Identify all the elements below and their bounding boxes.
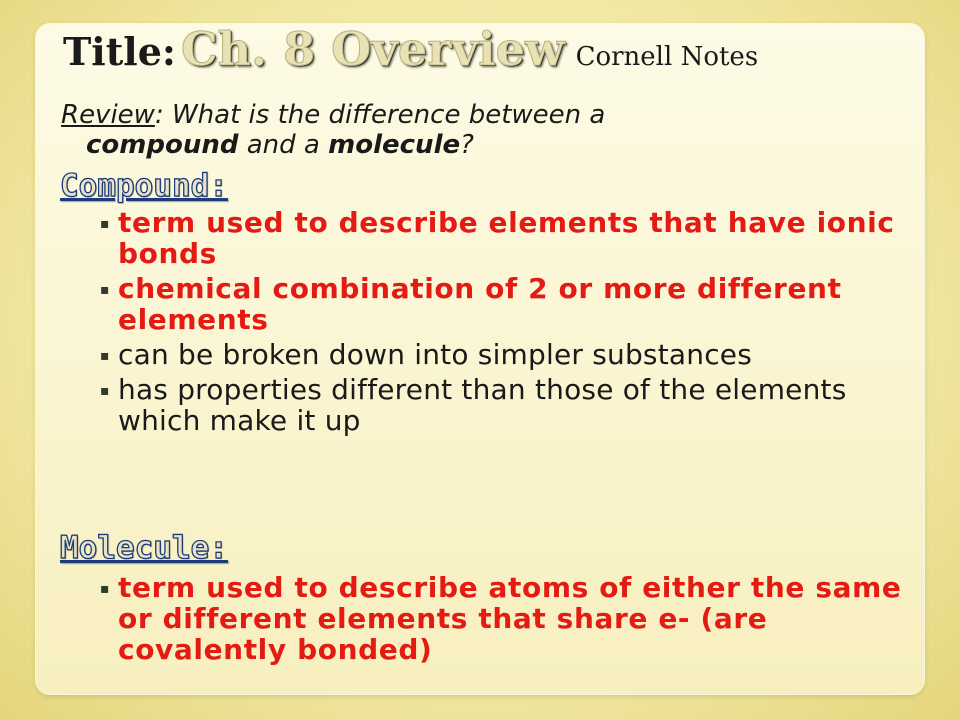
bullet-text: term used to describe atoms of either the same or different elements that share e- (are covalently bonded) xyxy=(118,571,902,666)
molecule-heading: Molecule: xyxy=(60,530,228,566)
square-bullet-icon: ▪ xyxy=(100,282,111,298)
review-term-molecule: molecule xyxy=(328,130,461,160)
title-prefix: Title: xyxy=(63,29,176,74)
review-text: : What is the difference between a xyxy=(154,100,606,130)
list-item xyxy=(100,572,915,665)
square-bullet-icon: ▪ xyxy=(100,383,110,399)
title-main: Ch. 8 Overview xyxy=(181,22,565,76)
list-item xyxy=(100,339,915,370)
review-connector: and a xyxy=(238,130,329,160)
bullet-text: term used to describe elements that have ionic bonds xyxy=(118,206,895,270)
compound-bullet-list xyxy=(100,207,915,440)
square-bullet-icon: ▪ xyxy=(100,216,111,232)
page-title xyxy=(63,22,759,76)
list-item xyxy=(100,207,915,269)
square-bullet-icon: ▪ xyxy=(100,348,110,364)
bullet-text: can be broken down into simpler substances xyxy=(118,338,752,371)
review-term-compound: compound xyxy=(86,130,239,160)
compound-heading: Compound: xyxy=(60,168,228,204)
review-end: ? xyxy=(460,130,474,160)
review-label: Review xyxy=(61,100,155,130)
list-item xyxy=(100,374,915,436)
list-item xyxy=(100,273,915,335)
title-suffix: Cornell Notes xyxy=(575,42,759,72)
square-bullet-icon: ▪ xyxy=(100,581,111,597)
bullet-text: chemical combination of 2 or more different elements xyxy=(118,272,842,336)
bullet-text: has properties different than those of the elements which make it up xyxy=(118,373,847,437)
review-question xyxy=(61,100,911,160)
molecule-bullet-list xyxy=(100,572,915,669)
review-line-2 xyxy=(61,130,911,160)
